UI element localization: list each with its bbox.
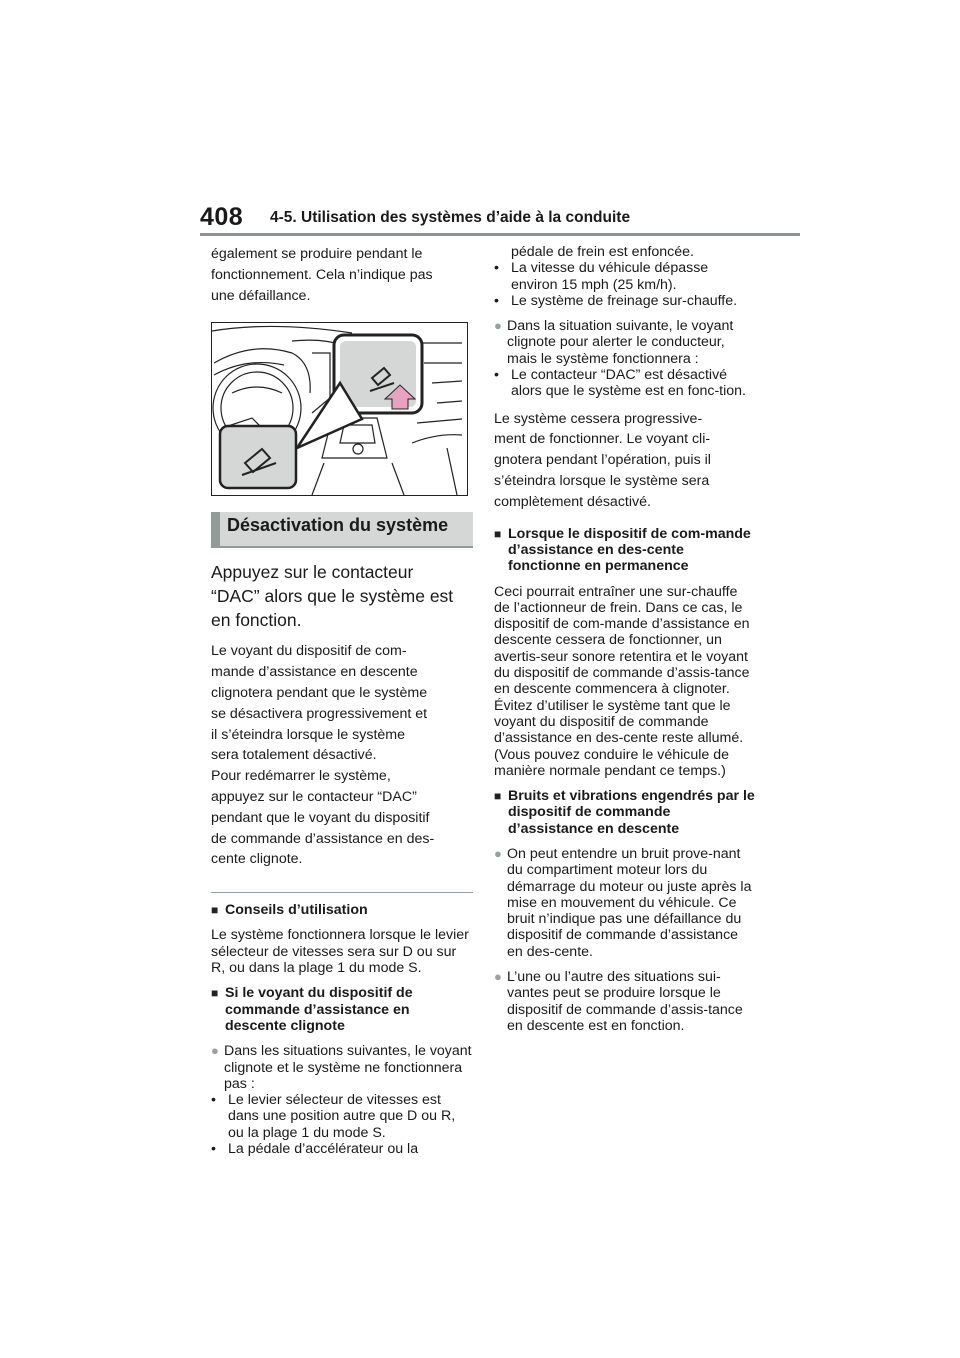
voyant-dash-text: Le levier sélecteur de vitesses est dans une position autre que D ou R, ou la plage 1 du mode S. [228, 1092, 456, 1141]
permanence-text: Ceci pourrait entraîner une sur-chauffe de l’actionneur de frein. Dans ce cas, le dispositif de com-mande d’assistance en descente cessera de fonctionner, un avertis-seur sonore retentira et le voyant du dispositif de commande d’assis-tance en descente commencera à clignoter. Évitez d’utiliser le système tant que le voyant du dispositif de commande d’assistance en des-cente reste allumé. (Vous pouvez conduire le véhicule de manière normale pendant ce temps.) [494, 583, 750, 779]
dash-bullet-icon: • [211, 1092, 216, 1109]
dash-text: Le contacteur “DAC” est désactivé alors que le système est en fonc-tion. [511, 367, 747, 400]
body-line: de commande d’assistance en des- [211, 830, 435, 847]
page-number: 408 [200, 203, 244, 231]
right-column [494, 244, 756, 1034]
lead-line: Appuyez sur le contacteur [211, 562, 414, 583]
circle-bullet-icon: ● [494, 318, 502, 334]
left-column [211, 244, 473, 1157]
body-line: pendant que le voyant du dispositif [211, 809, 430, 826]
square-bullet-icon: ■ [211, 903, 219, 918]
conseils-heading-text: Conseils d’utilisation [225, 902, 368, 919]
dash-item [494, 260, 756, 293]
dashboard-illustration [211, 322, 468, 496]
bruits-heading [494, 788, 756, 837]
bullet-item [494, 846, 756, 960]
voyant-bullet-text: Dans les situations suivantes, le voyant clignote et le système ne fonctionnera pas : [224, 1043, 472, 1092]
dash-bullet-icon: • [494, 367, 499, 384]
cessera-line: s’éteindra lorsque le système sera [494, 473, 710, 490]
bullet-text: L’une ou l’autre des situations sui-vantes peut se produire lorsque le dispositif de commande d’assis-tance en descente est en fonction. [507, 969, 743, 1034]
bullet-item [494, 969, 756, 1034]
continued-dash-text: pédale de frein est enfoncée. [511, 244, 694, 260]
bullet-text: Dans la situation suivante, le voyant clignote pour alerter le conducteur, mais le système fonctionnera : [507, 318, 734, 367]
cessera-line: gnotera pendant l’opération, puis il [494, 452, 711, 469]
body-line: cente clignote. [211, 851, 303, 868]
body-line: sera totalement désactivé. [211, 747, 377, 764]
dash-bullet-icon: • [494, 292, 499, 309]
voyant-heading [211, 985, 473, 1034]
cessera-paragraph [494, 409, 756, 513]
dash-item [494, 293, 756, 309]
conseils-heading [211, 902, 473, 918]
circle-bullet-icon: ● [211, 1043, 219, 1059]
body-line: Pour redémarrer le système, [211, 768, 391, 785]
header-rule [200, 233, 800, 236]
body-line: mande d’assistance en descente [211, 664, 418, 681]
dash-bullet-icon: • [494, 260, 499, 277]
square-bullet-icon: ■ [494, 526, 502, 541]
voyant-heading-text: Si le voyant du dispositif de commande d’assistance en descente clignote [225, 985, 413, 1034]
square-bullet-icon: ■ [494, 789, 502, 804]
bullet-text: On peut entendre un bruit prove-nant du compartiment moteur lors du démarrage du moteur ou juste après la mise en mouvement du véhicule. Ce bruit n’indique pas une défaillance du dispositif de commande d’assistance en des-cente. [507, 846, 752, 960]
section-title: 4-5. Utilisation des systèmes d’aide à la conduite [270, 209, 631, 226]
continued-dash-item [494, 244, 756, 260]
dash-bullet-icon: • [211, 1141, 216, 1158]
body-line: appuyez sur le contacteur “DAC” [211, 788, 417, 805]
circle-bullet-icon: ● [494, 969, 502, 985]
cessera-line: complètement désactivé. [494, 493, 651, 510]
bruits-heading-text: Bruits et vibrations engendrés par le dispositif de commande d’assistance en descente [508, 788, 755, 837]
body-line: il s’éteindra lorsque le système [211, 726, 405, 743]
section-heading [211, 512, 473, 546]
lead-line: en fonction. [211, 610, 302, 631]
intro-line: une défaillance. [211, 287, 311, 304]
dash-item [494, 367, 756, 400]
intro-line: fonctionnement. Cela n’indique pas [211, 266, 433, 283]
cessera-line: Le système cessera progressive- [494, 410, 703, 427]
lead-line: “DAC” alors que le système est [211, 586, 454, 607]
dash-text: Le système de freinage sur-chauffe. [511, 292, 738, 309]
voyant-dash-item [211, 1141, 473, 1157]
voyant-dash-text: La pédale d’accélérateur ou la [228, 1141, 419, 1158]
circle-bullet-icon: ● [494, 846, 502, 861]
cessera-line: ment de fonctionner. Le voyant cli- [494, 431, 711, 448]
section-heading-text: Désactivation du système [227, 515, 449, 536]
conseils-text: Le système fonctionnera lorsque le levier sélecteur de vitesses sera sur D ou sur R, ou dans la plage 1 du mode S. [211, 927, 469, 977]
instruction-body [211, 641, 473, 870]
voyant-dash-item [211, 1092, 473, 1141]
voyant-bullet [211, 1043, 473, 1092]
dashboard-drawing [212, 323, 467, 495]
body-line: Le voyant du dispositif de com- [211, 643, 407, 660]
permanence-heading [494, 526, 756, 575]
dash-text: La vitesse du véhicule dépasse environ 15 mph (25 km/h). [511, 260, 709, 293]
section-heading-underline [211, 546, 473, 548]
square-bullet-icon: ■ [211, 986, 219, 1001]
body-line: clignotera pendant que le système [211, 684, 428, 701]
bullet-item [494, 318, 756, 367]
permanence-heading-text: Lorsque le dispositif de com-mande d’assistance en des-cente fonctionne en permanence [508, 525, 751, 575]
instruction-lead [211, 560, 473, 632]
intro-line: également se produire pendant le [211, 246, 423, 262]
body-line: se désactivera progressivement et [211, 705, 428, 722]
divider [211, 892, 473, 893]
